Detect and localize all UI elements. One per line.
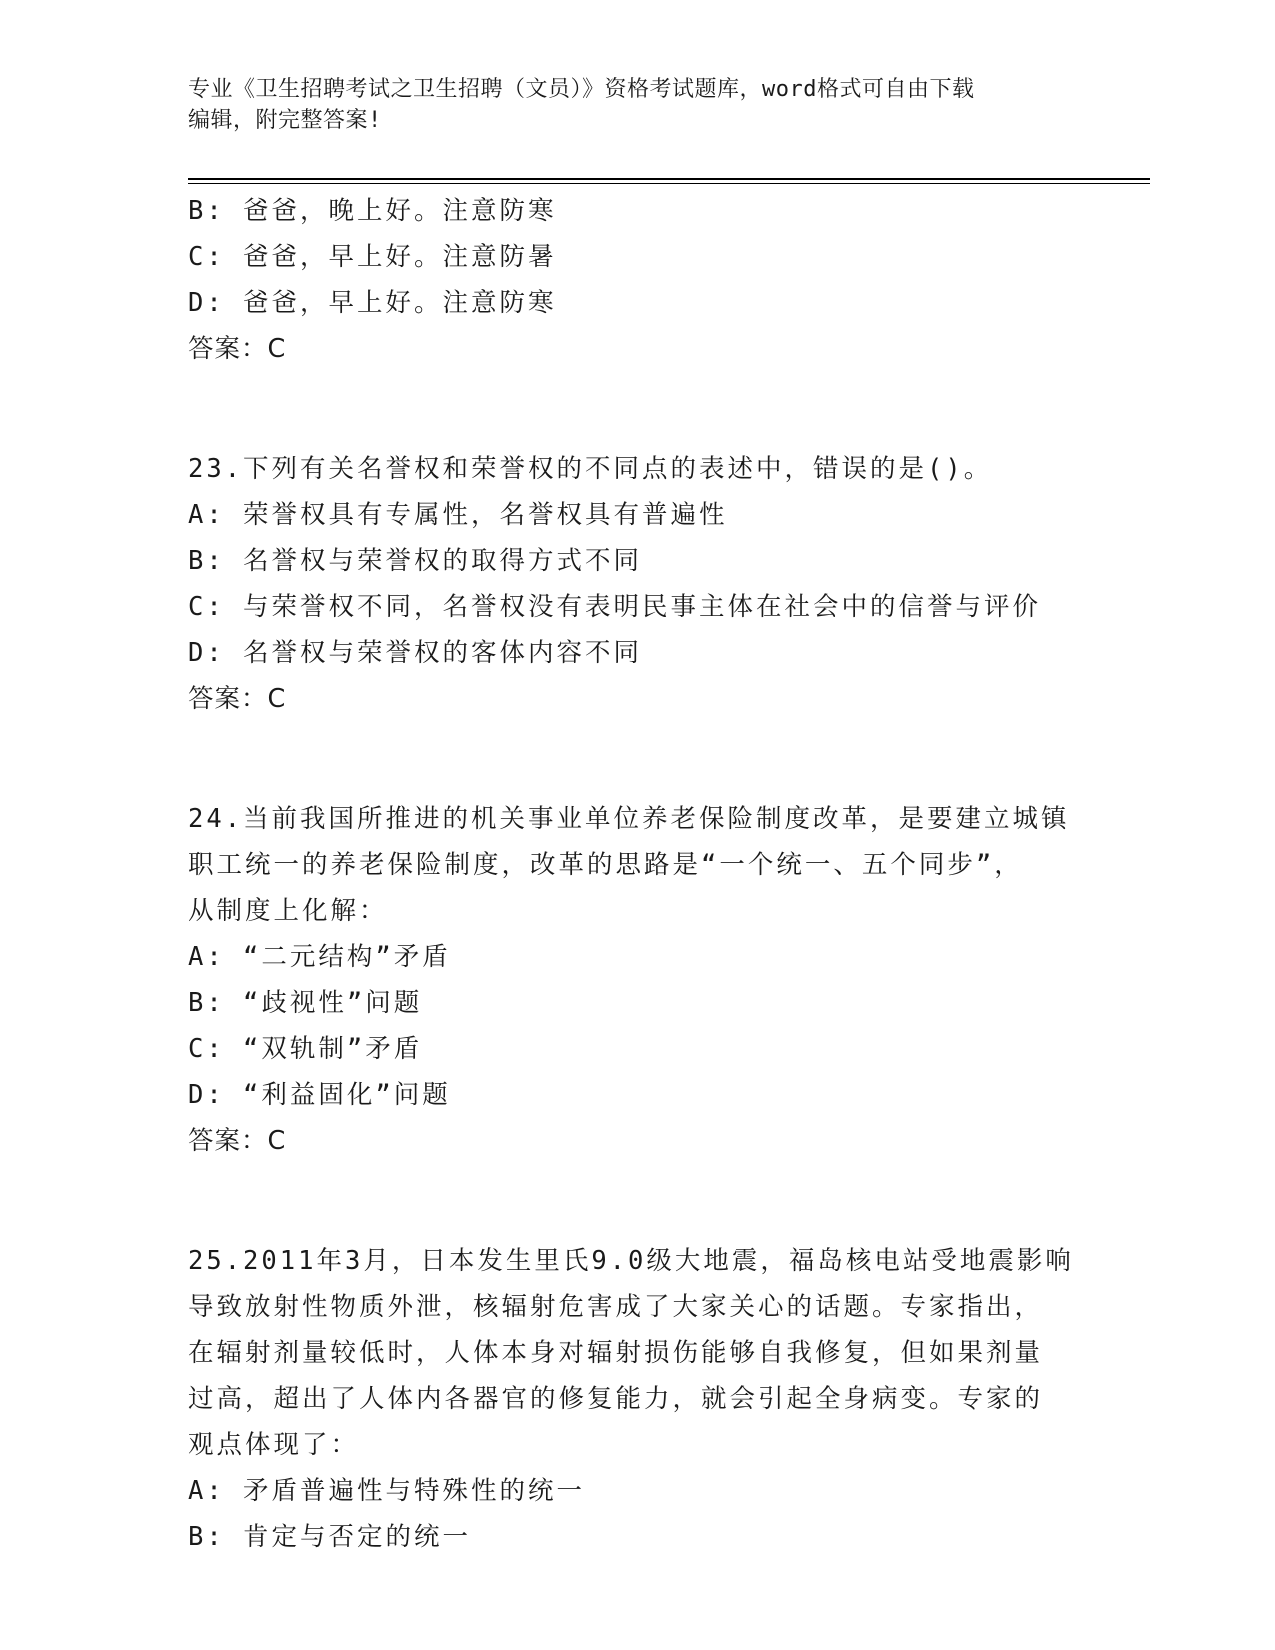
option-d: D: 名誉权与荣誉权的客体内容不同 [188,638,643,668]
question-25 [188,1238,1118,1560]
spacer [188,1164,1118,1238]
question-stem: 23.下列有关名誉权和荣誉权的不同点的表述中，错误的是()。 [188,454,993,484]
option-c: C: 爸爸，早上好。注意防暑 [188,242,557,272]
answer-line: 答案：C [188,1126,287,1156]
question-stem-line: 24.当前我国所推进的机关事业单位养老保险制度改革，是要建立城镇 [188,804,1070,834]
header-line-1: 专业《卫生招聘考试之卫生招聘（文员）》资格考试题库，word格式可自由下载 [188,77,975,102]
question-list [188,188,1118,1560]
answer-line: 答案：C [188,684,287,714]
option-a: A: 矛盾普遍性与特殊性的统一 [188,1476,586,1506]
question-stem-line: 在辐射剂量较低时，人体本身对辐射损伤能够自我修复，但如果剂量 [188,1338,1044,1368]
option-c: C: “双轨制”矛盾 [188,1034,423,1064]
option-b: B: “歧视性”问题 [188,988,423,1018]
option-b: B: 名誉权与荣誉权的取得方式不同 [188,546,643,576]
option-b: B: 肯定与否定的统一 [188,1522,472,1552]
answer-line: 答案：C [188,334,287,364]
question-stem-line: 观点体现了： [188,1430,360,1460]
spacer [188,372,1118,446]
question-stem-line: 从制度上化解： [188,896,388,926]
option-d: D: 爸爸，早上好。注意防寒 [188,288,557,318]
option-a: A: “二元结构”矛盾 [188,942,451,972]
question-24 [188,796,1118,1164]
question-stem-line: 过高，超出了人体内各器官的修复能力，就会引起全身病变。专家的 [188,1384,1044,1414]
header-divider-thin [188,183,1150,184]
option-c: C: 与荣誉权不同，名誉权没有表明民事主体在社会中的信誉与评价 [188,592,1042,622]
question-stem-line: 25.2011年3月，日本发生里氏9.0级大地震，福岛核电站受地震影响 [188,1246,1074,1276]
question-stem-line: 导致放射性物质外泄，核辐射危害成了大家关心的话题。专家指出， [188,1292,1044,1322]
header-divider-thick [188,178,1150,180]
option-d: D: “利益固化”问题 [188,1080,451,1110]
document-header [188,74,1088,136]
question-22 [188,188,1118,372]
spacer [188,722,1118,796]
question-23 [188,446,1118,722]
header-line-2: 编辑，附完整答案! [188,108,382,133]
question-stem-line: 职工统一的养老保险制度，改革的思路是“一个统一、五个同步”， [188,850,1023,880]
option-a: A: 荣誉权具有专属性，名誉权具有普遍性 [188,500,728,530]
option-b: B: 爸爸，晚上好。注意防寒 [188,196,557,226]
